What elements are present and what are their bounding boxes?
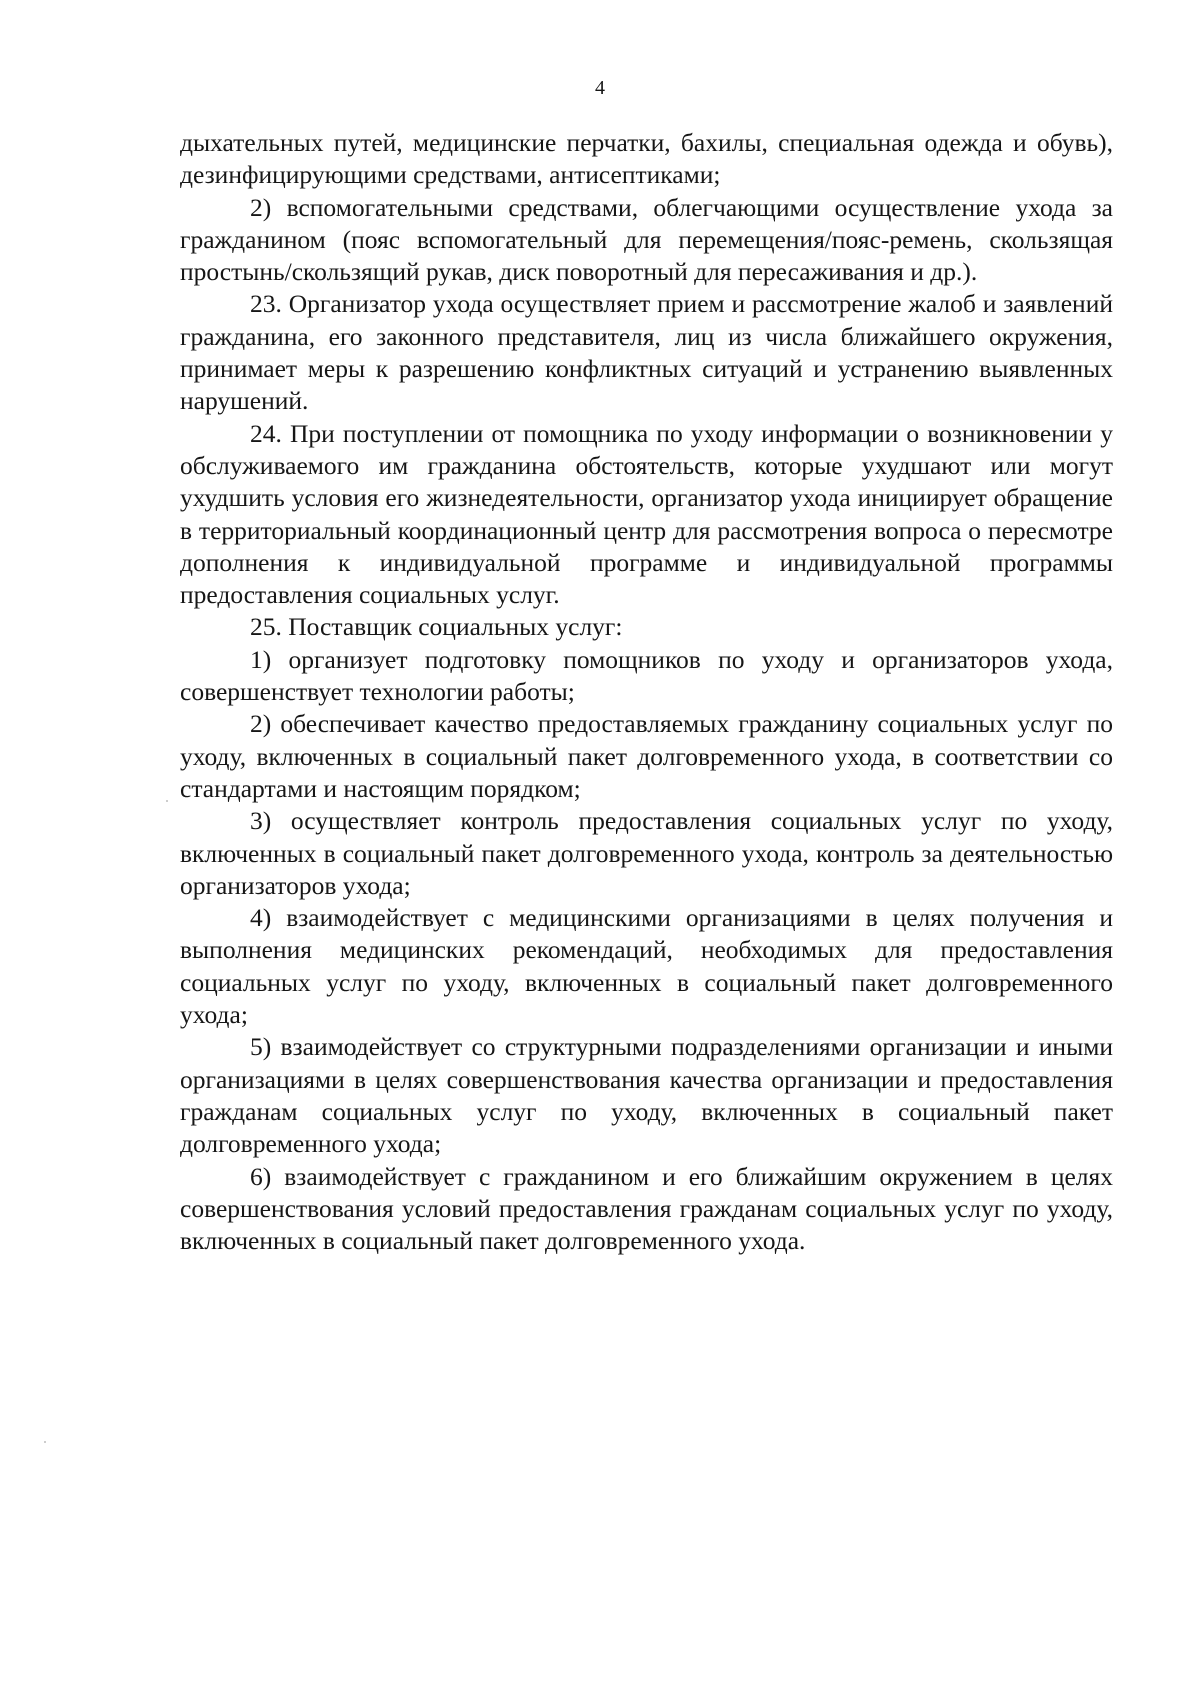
paragraph-clause-25-item-4: 4) взаимодействует с медицинскими организациями в целях получения и выполнения медицинских рекомендаций, необходимых для предоставления социальных услуг по уходу, включенных в социальный пакет долговременного ухода; xyxy=(180,903,1113,1030)
paragraph-continuation: дыхательных путей, медицинские перчатки, бахилы, специальная одежда и обувь), дезинфицирующими средствами, антисептиками; xyxy=(180,128,1113,190)
paragraph-item-2-supplies: 2) вспомогательными средствами, облегчающими осуществление ухода за гражданином (пояс вспомогательный для перемещения/пояс-ремень, скользящая простынь/скользящий рукав, диск поворотный для пересаживания и др.). xyxy=(180,192,1113,287)
paragraph-clause-25-item-6: 6) взаимодействует с гражданином и его ближайшим окружением в целях совершенствования условий предоставления гражданам социальных услуг по уходу, включенных в социальный пакет долговременного ухода. xyxy=(180,1161,1113,1256)
scan-speck xyxy=(44,1441,46,1443)
page-number: 4 xyxy=(595,77,605,99)
scan-speck xyxy=(166,800,168,802)
paragraph-clause-25-item-3: 3) осуществляет контроль предоставления социальных услуг по уходу, включенных в социальный пакет долговременного ухода, контроль за деятельностью организаторов ухода; xyxy=(180,806,1113,900)
paragraph-clause-25-item-5: 5) взаимодействует со структурными подразделениями организации и иными организациями в целях совершенствования качества организации и предоставления гражданам социальных услуг по уходу, включенных в социальный пакет долговременного ухода; xyxy=(180,1032,1113,1159)
paragraph-clause-24: 24. При поступлении от помощника по уходу информации о возникновении у обслуживаемого им гражданина обстоятельств, которые ухудшают или могут ухудшить условия его жизнедеятельности, организатор ухода инициирует обращение в территориальный координационный центр для рассмотрения вопроса о пересмотре дополнения к индивидуальной программе и индивидуальной программы предоставления социальных услуг. xyxy=(180,418,1113,610)
paragraph-clause-25-item-1: 1) организует подготовку помощников по уходу и организаторов ухода, совершенствует технологии работы; xyxy=(180,644,1113,707)
paragraph-clause-25-heading: 25. Поставщик социальных услуг: xyxy=(250,612,623,642)
document-body xyxy=(180,127,1113,1257)
paragraph-clause-23: 23. Организатор ухода осуществляет прием и рассмотрение жалоб и заявлений гражданина, его законного представителя, лиц из числа ближайшего окружения, принимает меры к разрешению конфликтных ситуаций и устранению выявленных нарушений. xyxy=(180,289,1113,416)
paragraph-clause-25-item-2: 2) обеспечивает качество предоставляемых гражданину социальных услуг по уходу, включенных в социальный пакет долговременного ухода, в соответствии со стандартами и настоящим порядком; xyxy=(180,709,1113,803)
